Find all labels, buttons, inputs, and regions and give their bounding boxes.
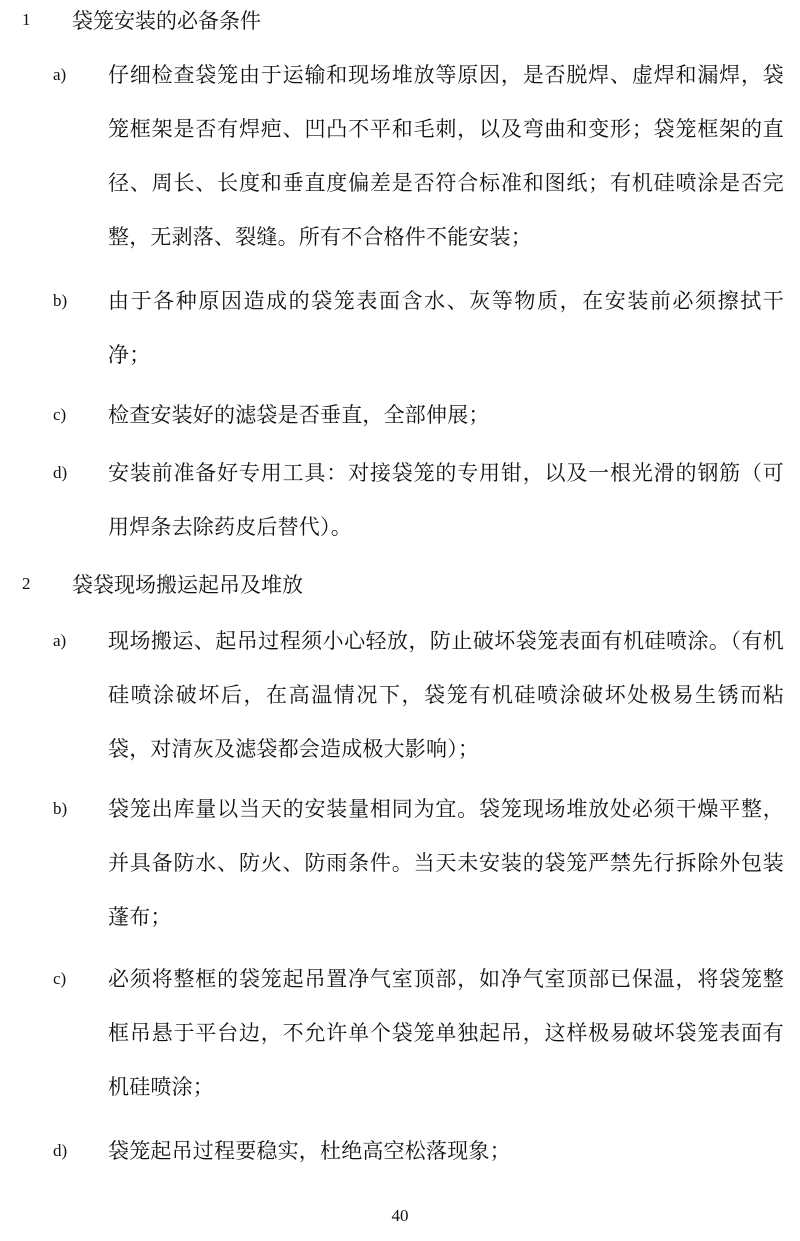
section-1-heading [22,2,261,38]
section-number: 1 [22,10,31,29]
page-number: 40 [391,1206,409,1225]
item-label: a) [53,65,67,84]
item-label: c) [53,969,67,988]
section-number: 2 [22,574,31,593]
item-text: 袋笼起吊过程要稳实，杜绝高空松落现象； [108,1139,511,1163]
item-text: 现场搬运、起吊过程须小心轻放，防止破坏袋笼表面有机硅喷涂。（有机硅喷涂破坏后，在高温情况下，袋笼有机硅喷涂破坏处极易生锈而粘袋，对清灰及滤袋都会造成极大影响）； [108,629,784,761]
item-text: 袋笼出库量以当天的安装量相同为宜。袋笼现场堆放处必须干燥平整，并具备防水、防火、防雨条件。当天未安装的袋笼严禁先行拆除外包装蓬布； [108,797,784,929]
item-label: d) [53,1141,68,1160]
item-text: 检查安装好的滤袋是否垂直，全部伸展； [108,403,490,427]
item-label: b) [53,291,68,310]
item-label: d) [53,463,68,482]
item-text: 仔细检查袋笼由于运输和现场堆放等原因，是否脱焊、虚焊和漏焊，袋笼框架是否有焊疤、凹凸不平和毛刺，以及弯曲和变形；袋笼框架的直径、周长、长度和垂直度偏差是否符合标准和图纸；有机硅喷涂是否完整，无剥落、裂缝。所有不合格件不能安装； [108,63,784,249]
item-text: 必须将整框的袋笼起吊置净气室顶部，如净气室顶部已保温，将袋笼整框吊悬于平台边，不允许单个袋笼单独起吊，这样极易破坏袋笼表面有机硅喷涂； [108,967,784,1099]
section-title: 袋袋现场搬运起吊及堆放 [72,573,303,597]
section-title: 袋笼安装的必备条件 [72,9,261,33]
item-text: 由于各种原因造成的袋笼表面含水、灰等物质，在安装前必须擦拭干净； [108,289,784,367]
item-label: c) [53,405,67,424]
item-text: 安装前准备好专用工具：对接袋笼的专用钳，以及一根光滑的钢筋（可用焊条去除药皮后替代）。 [108,461,784,539]
item-label: b) [53,799,68,818]
item-label: a) [53,631,67,650]
section-2-heading [22,566,303,602]
